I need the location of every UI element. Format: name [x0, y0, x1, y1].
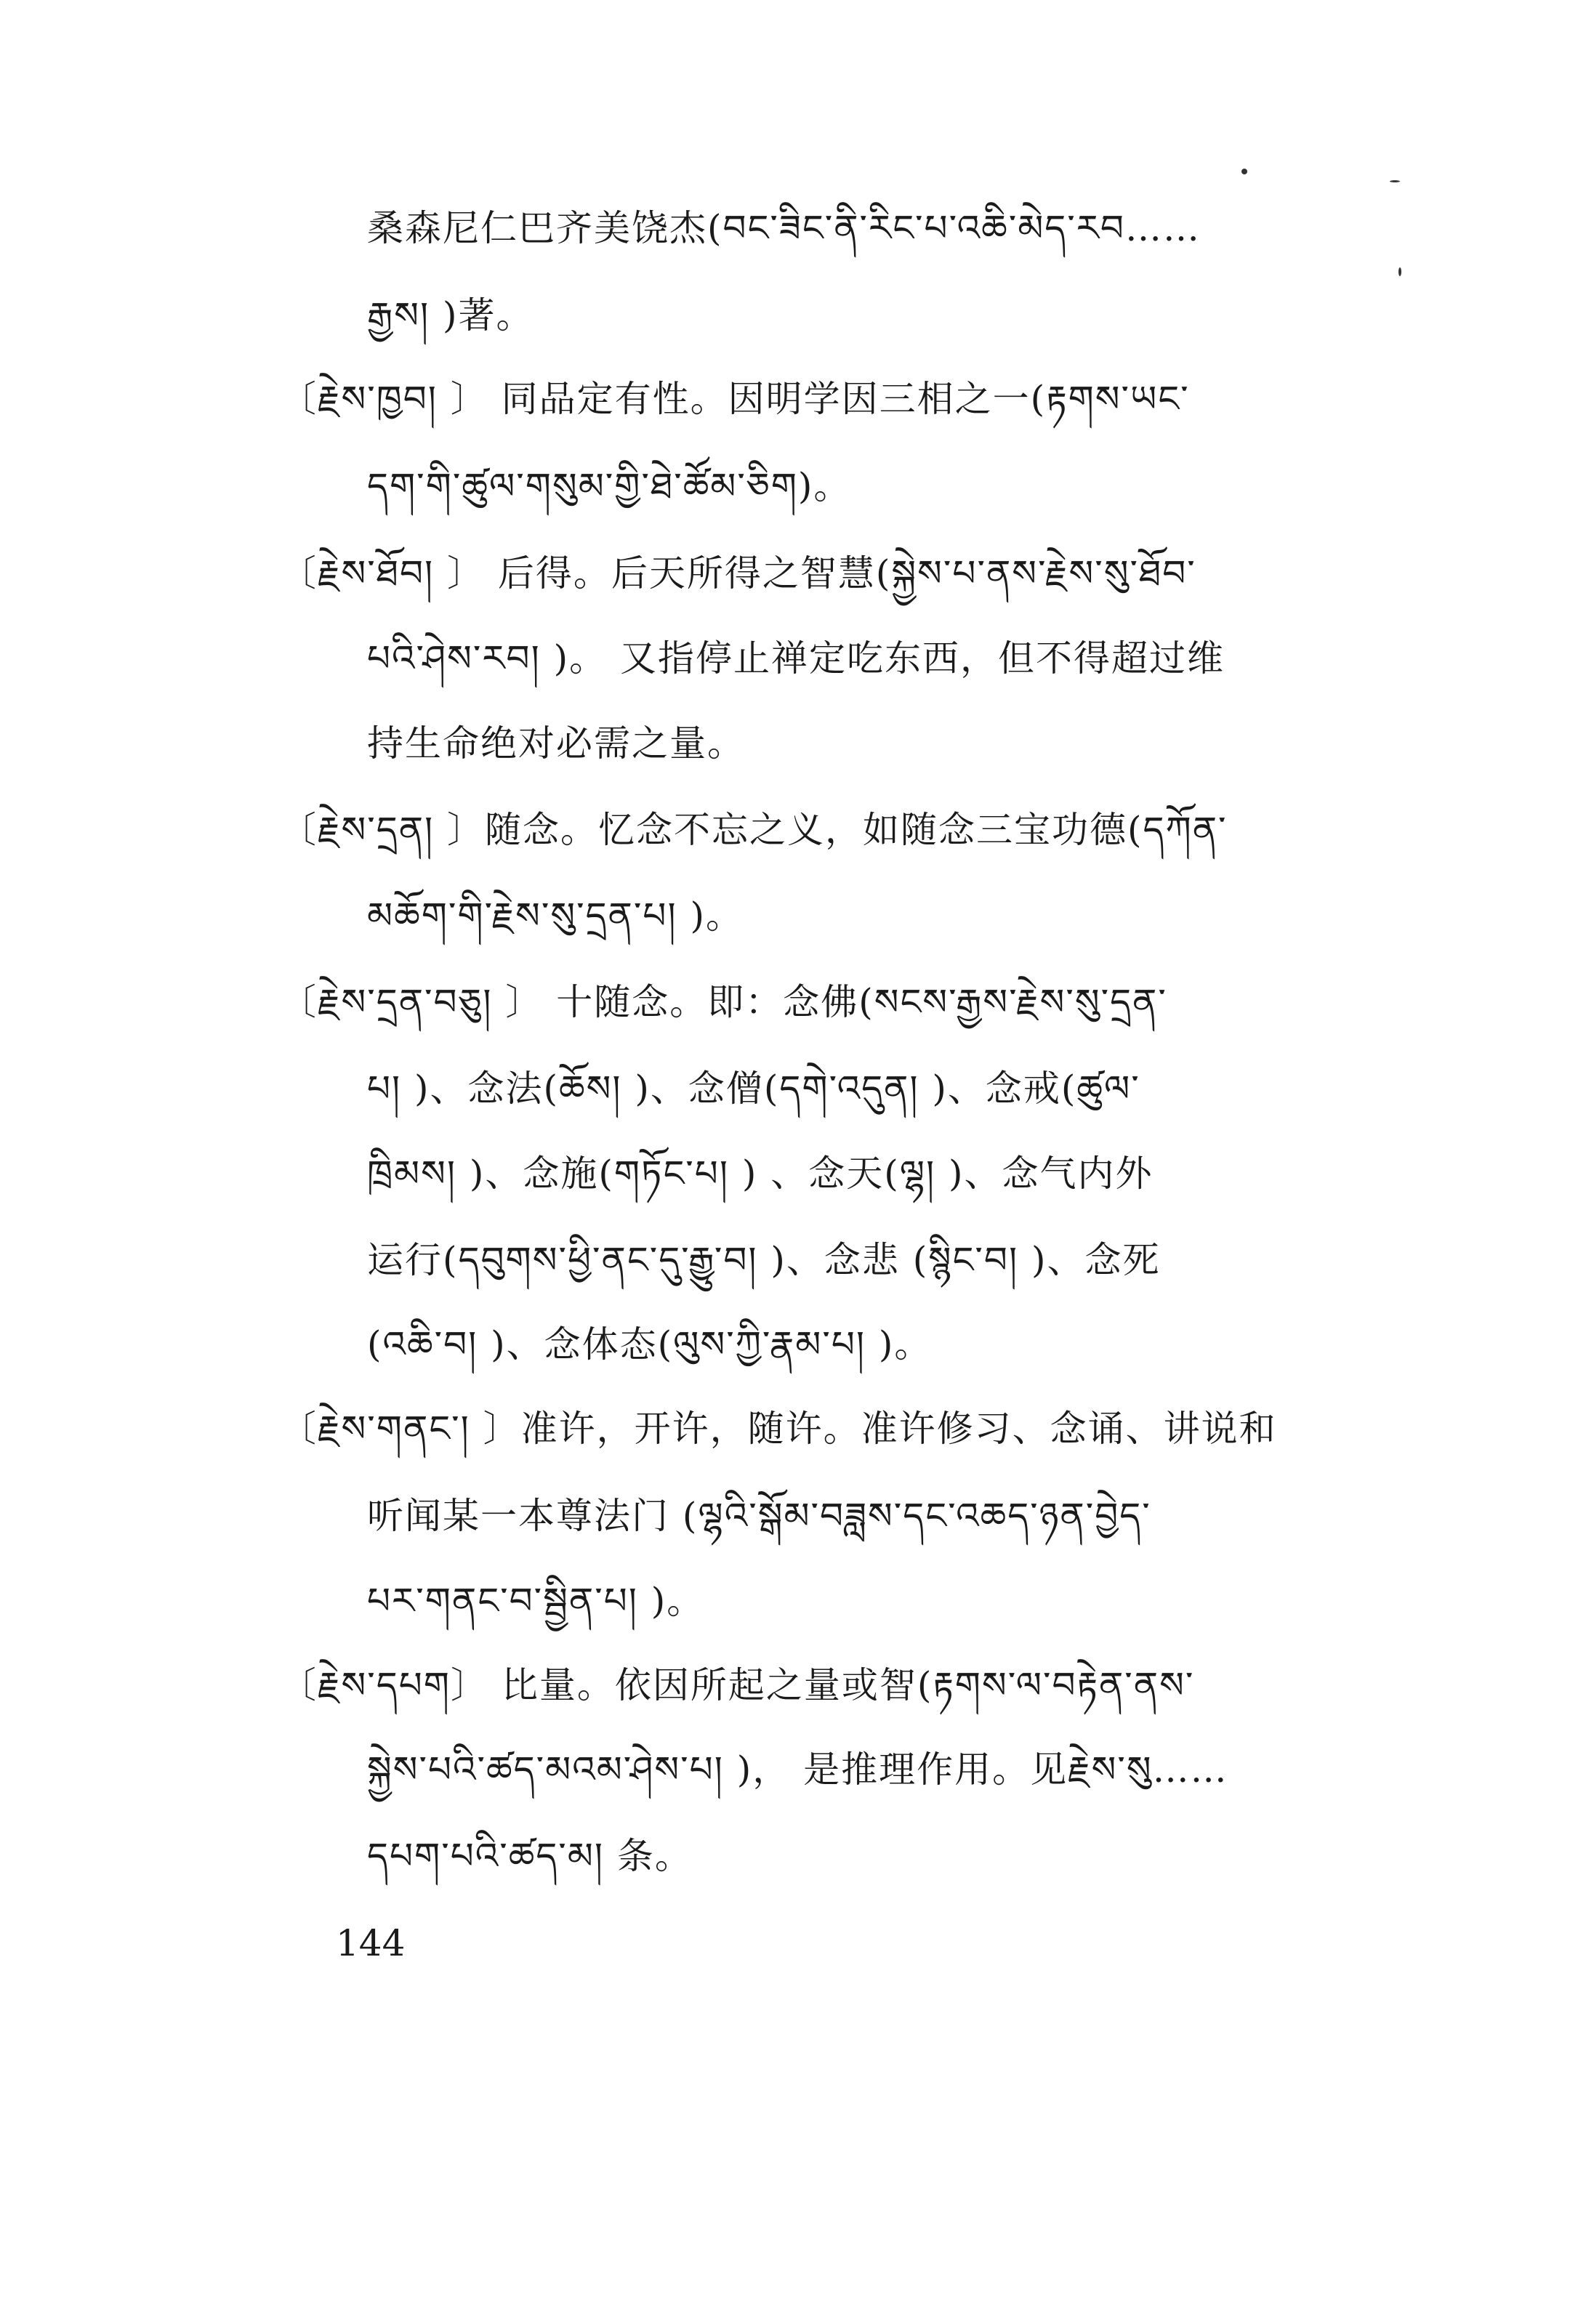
entry-line: དག་གི་ཚུལ་གསུམ་གྱི་ཐེ་ཚོམ་ཅིག)。 [367, 465, 852, 507]
scan-speck [1398, 267, 1401, 276]
entry-headword-line: 〔རྗེས་དྲན། 〕随念。忆念不忘之义，如随念三宝功德(དཀོན་ [280, 809, 1228, 851]
scan-speck [1390, 180, 1400, 182]
entry-line: 听闻某一本尊法门 (ལྷའི་སྒོམ་བཟླས་དང་འཆད་ཉན་བྱེད་ [367, 1495, 1151, 1537]
entry-line: མཆོག་གི་རྗེས་སུ་དྲན་པ། )。 [367, 895, 744, 937]
entry-headword-line: 〔རྗེས་ཁྱབ། 〕 同品定有性。因明学因三相之一(རྟགས་ཡང་ [280, 378, 1190, 420]
entry-headword-line: 〔རྗེས་དཔག〕 比量。依因所起之量或智(རྟགས་ལ་བརྟེན་ནས་ [280, 1664, 1195, 1706]
entry-line: 桑森尼仁巴齐美饶杰(བང་ཟིང་ནི་རིང་པ་འཆི་མེད་རབ…… [367, 207, 1201, 249]
entry-line: རྒྱས། )著。 [367, 294, 534, 336]
entry-headword-line: 〔རྗེས་ཐོབ། 〕 后得。后天所得之智慧(སྐྱེས་པ་ནས་རྗེས་སུ་ཐོབ་ [280, 552, 1196, 594]
entry-line: པར་གནང་བ་སྦྱིན་པ། )。 [367, 1580, 705, 1622]
entry-line: ཁྲིམས། )、念施(གཏོང་པ། ) 、念天(ལྷ། )、念气内外 [367, 1153, 1154, 1195]
entry-headword-line: 〔རྗེས་དྲན་བཅུ། 〕 十随念。即：念佛(སངས་རྒྱས་རྗེས་སུ་དྲན་ [280, 981, 1167, 1023]
entry-line: (འཆི་བ། )、念体态(ལུས་ཀྱི་རྣམ་པ། )。 [367, 1323, 933, 1365]
scan-speck [1241, 169, 1247, 174]
entry-line: པ། )、念法(ཆོས། )、念僧(དགེ་འདུན། )、念戒(ཚུལ་ [367, 1068, 1140, 1110]
entry-line: 持生命绝对必需之量。 [367, 722, 745, 764]
entry-line: སྐྱེས་པའི་ཚད་མའམ་ཤེས་པ། )， 是推理作用。见རྗེས་སུ…… [367, 1748, 1228, 1791]
entry-line: 运行(དབུགས་ཕྱི་ནང་དུ་རྒྱུ་བ། )、念悲 (སྙིང་བ། )、念死 [367, 1239, 1161, 1281]
entry-headword-line: 〔རྗེས་གནང་། 〕准许，开许，随许。准许修习、念诵、讲说和 [280, 1408, 1277, 1450]
entry-line: དཔག་པའི་ཚད་མ། 条。 [367, 1835, 693, 1877]
page-number: 144 [336, 1922, 406, 1964]
entry-line: པའི་ཤེས་རབ། )。 又指停止禅定吃东西，但不得超过维 [367, 637, 1225, 679]
